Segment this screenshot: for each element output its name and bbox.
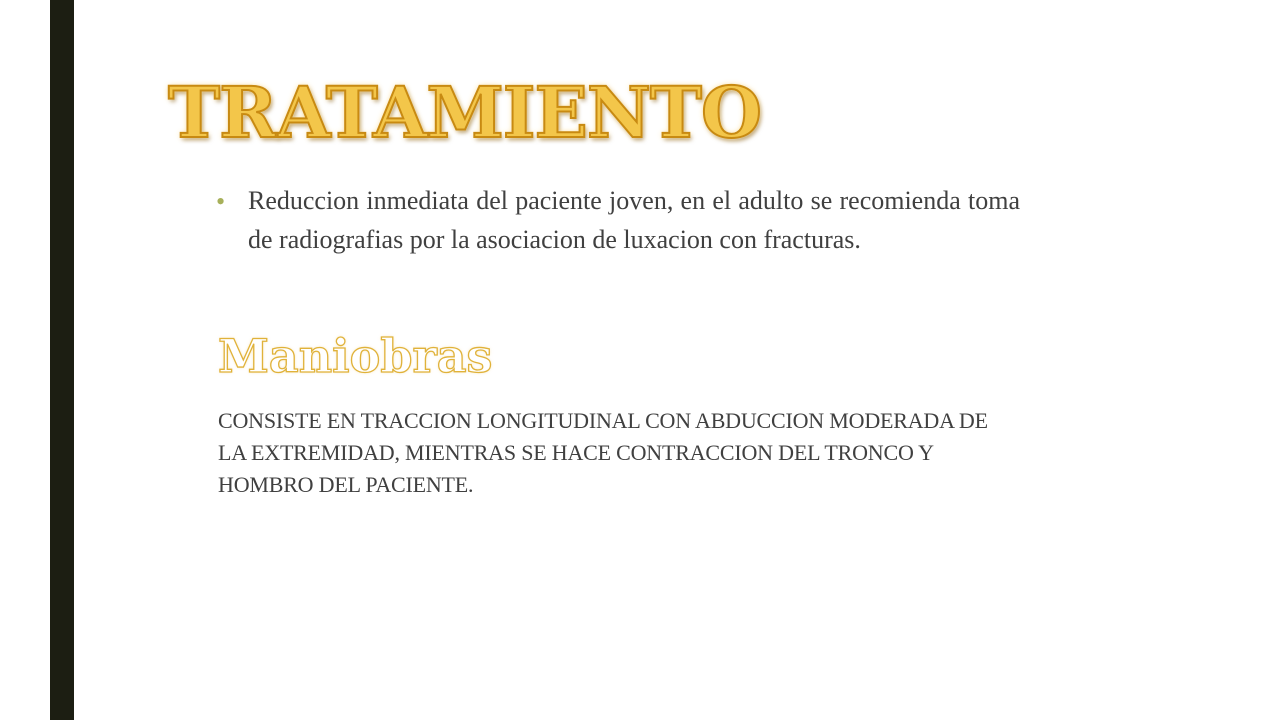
bullet-list bbox=[216, 181, 1020, 259]
section-heading: Maniobras bbox=[218, 329, 493, 383]
bullet-marker-icon: • bbox=[216, 187, 226, 216]
body-paragraph: CONSISTE EN TRACCION LONGITUDINAL CON ABDUCCION MODERADA DE LA EXTREMIDAD, MIENTRAS SE HACE CONTRACCION DEL TRONCO Y HOMBRO DEL PACIENTE. bbox=[218, 408, 988, 497]
side-accent-bar bbox=[50, 0, 74, 720]
slide-title: TRATAMIENTO bbox=[168, 71, 761, 154]
bullet-item: Reduccion inmediata del paciente joven, en el adulto se recomienda toma de radiografias por la asociacion de luxacion con fracturas. bbox=[248, 186, 1020, 254]
